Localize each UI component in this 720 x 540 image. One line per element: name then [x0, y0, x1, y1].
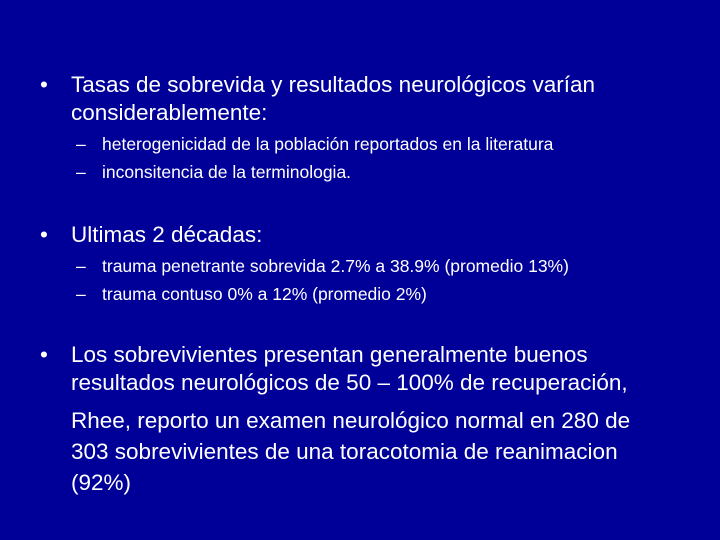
bullet-text-line-1: Los sobrevivientes presentan generalmente buenos	[71, 342, 588, 367]
section-last-decades	[40, 221, 690, 308]
bullet-continuation	[40, 369, 690, 397]
sub-item-text: trauma contuso 0% a 12% (promedio 2%)	[102, 284, 427, 304]
bullet-text-line-2: considerablemente:	[71, 100, 268, 125]
sub-item	[40, 158, 690, 186]
section-survival-rates	[40, 71, 690, 186]
sub-item	[40, 280, 690, 308]
paragraph-line: (92%)	[71, 470, 132, 495]
sub-item-text: trauma penetrante sobrevida 2.7% a 38.9% (promedio 13%)	[102, 256, 569, 276]
bullet-item	[40, 221, 690, 249]
bullet-text-line-1: Ultimas 2 décadas:	[71, 222, 263, 247]
bullet-text-line-2: resultados neurológicos de 50 – 100% de recuperación,	[71, 370, 628, 395]
paragraph-line: Rhee, reporto un examen neurológico normal en 280 de	[71, 408, 631, 433]
bullet-continuation	[40, 99, 690, 127]
sub-item-text: heterogenicidad de la población reportados en la literatura	[102, 134, 554, 154]
bullet-icon: •	[40, 222, 48, 247]
dash-icon: –	[76, 134, 86, 154]
dash-icon: –	[76, 162, 86, 182]
sub-item-text: inconsitencia de la terminologia.	[102, 162, 352, 182]
sub-item	[40, 130, 690, 158]
dash-icon: –	[76, 256, 86, 276]
bullet-text-line-1: Tasas de sobrevida y resultados neurológicos varían	[71, 72, 596, 97]
bullet-icon: •	[40, 342, 48, 367]
section-survivors	[40, 341, 690, 498]
rhee-paragraph	[40, 405, 690, 498]
paragraph-line: 303 sobrevivientes de una toracotomia de reanimacion	[71, 439, 618, 464]
bullet-icon: •	[40, 72, 48, 97]
sub-item	[40, 252, 690, 280]
bullet-item	[40, 71, 690, 99]
bullet-item	[40, 341, 690, 369]
dash-icon: –	[76, 284, 86, 304]
